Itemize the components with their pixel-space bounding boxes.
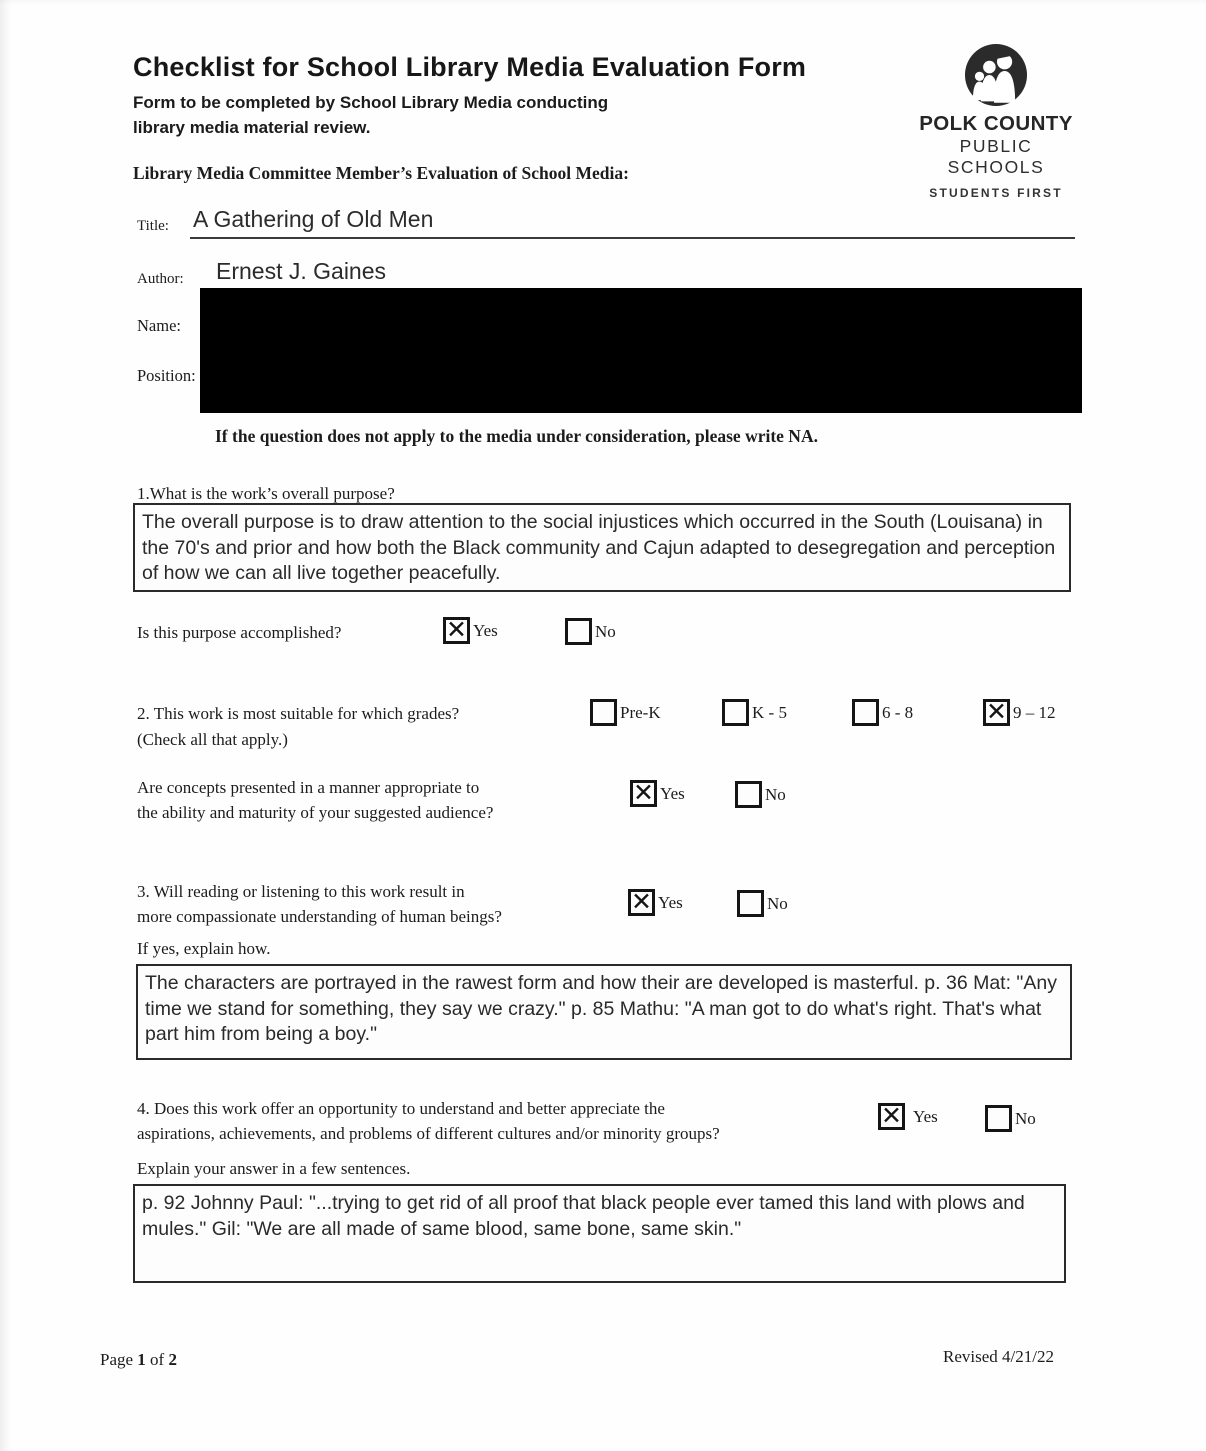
q2-no-checkbox[interactable] — [735, 781, 762, 808]
q2-option-912[interactable] — [983, 699, 1056, 726]
footer-page-total: 2 — [168, 1350, 177, 1369]
logo-org-line2: PUBLIC SCHOOLS — [947, 136, 1045, 177]
q2-prek-checkmark — [591, 699, 616, 724]
q2-no-checkmark — [736, 781, 761, 806]
q2-912-checkbox[interactable] — [983, 699, 1010, 726]
q2-option-k5[interactable] — [722, 699, 787, 726]
logo-tagline: STUDENTS FIRST — [929, 186, 1063, 200]
page-title: Checklist for School Library Media Evaluation Form — [133, 52, 807, 82]
q3-no-checkbox[interactable] — [737, 890, 764, 917]
form-subtitle-line2: library media material review. — [133, 118, 371, 137]
q2-912-label: 9 – 12 — [1013, 702, 1056, 722]
footer-of-word: of — [150, 1350, 165, 1369]
q1-no-label: No — [595, 621, 616, 641]
q2-68-checkbox[interactable] — [852, 699, 879, 726]
q2-no-option[interactable] — [735, 781, 786, 808]
author-field-label: Author: — [137, 271, 184, 287]
q1-no-option[interactable] — [565, 618, 616, 645]
title-field-value[interactable]: A Gathering of Old Men — [193, 206, 434, 232]
q2-yes-checkmark: ✕ — [633, 778, 654, 807]
page-number-footer — [100, 1350, 177, 1370]
q4-yes-checkbox[interactable] — [878, 1103, 905, 1130]
q3-yes-checkbox[interactable] — [628, 889, 655, 916]
q3-label-line2: more compassionate understanding of human beings? — [137, 907, 502, 926]
q2-912-checkmark: ✕ — [986, 697, 1007, 726]
q3-no-option[interactable] — [737, 890, 788, 917]
name-field-label: Name: — [137, 316, 181, 335]
q2-sub-line1: Are concepts presented in a manner appropriate to — [137, 778, 480, 797]
author-field-value[interactable]: Ernest J. Gaines — [216, 258, 387, 284]
q4-explain-prompt: Explain your answer in a few sentences. — [137, 1159, 411, 1178]
q4-yes-option[interactable] — [878, 1103, 938, 1130]
q4-no-option[interactable] — [985, 1105, 1036, 1132]
q3-no-label: No — [767, 893, 788, 913]
q3-no-checkmark — [738, 890, 763, 915]
q2-68-label: 6 - 8 — [882, 702, 914, 722]
q4-yes-checkmark: ✕ — [881, 1101, 902, 1130]
district-logo — [916, 42, 1076, 200]
q2-prek-label: Pre-K — [620, 702, 661, 722]
q3-answer-box[interactable] — [136, 964, 1072, 1060]
redaction-box — [200, 288, 1082, 413]
position-field-label: Position: — [137, 366, 196, 385]
q2-option-prek[interactable] — [590, 699, 661, 726]
q4-answer-text: p. 92 Johnny Paul: "...trying to get rid of all proof that black people ever tamed this land with plows and mules." Gil: "We are all made of same blood, same bone, same skin." — [142, 1192, 1025, 1240]
q2-k5-checkbox[interactable] — [722, 699, 749, 726]
title-field-label: Title: — [137, 218, 169, 234]
q1-yes-option[interactable] — [443, 617, 498, 644]
q2-68-checkmark — [853, 699, 878, 724]
q4-label-line1: 4. Does this work offer an opportunity to understand and better appreciate the — [137, 1099, 665, 1118]
students-logo-icon — [963, 42, 1029, 108]
na-instruction: If the question does not apply to the media under consideration, please write NA. — [215, 426, 818, 446]
q1-label: 1.What is the work’s overall purpose? — [137, 484, 395, 503]
q1-yes-label: Yes — [473, 620, 498, 640]
q1-yes-checkbox[interactable] — [443, 617, 470, 644]
q2-option-68[interactable] — [852, 699, 913, 726]
q2-no-label: No — [765, 784, 786, 804]
q3-yes-label: Yes — [658, 892, 683, 912]
q3-yes-option[interactable] — [628, 889, 683, 916]
q1-no-checkbox[interactable] — [565, 618, 592, 645]
title-underline — [190, 237, 1075, 239]
q4-answer-box[interactable] — [133, 1184, 1066, 1283]
revision-date: Revised 4/21/22 — [943, 1347, 1054, 1366]
q2-prek-checkbox[interactable] — [590, 699, 617, 726]
q3-yes-checkmark: ✕ — [631, 887, 652, 916]
q2-yes-option[interactable] — [630, 780, 685, 807]
q3-explain-prompt: If yes, explain how. — [137, 939, 271, 958]
footer-page-word: Page — [100, 1350, 134, 1369]
q4-label-line2: aspirations, achievements, and problems of different cultures and/or minority groups? — [137, 1124, 720, 1143]
q1-followup-label: Is this purpose accomplished? — [137, 623, 342, 642]
q3-label-line1: 3. Will reading or listening to this work result in — [137, 882, 465, 901]
form-subtitle-line1: Form to be completed by School Library Media conducting — [133, 93, 609, 112]
q2-label-line1: 2. This work is most suitable for which grades? — [137, 704, 460, 723]
q2-sub-line2: the ability and maturity of your suggested audience? — [137, 803, 494, 822]
q1-answer-box[interactable] — [133, 503, 1071, 592]
q4-no-checkmark — [986, 1105, 1011, 1130]
q2-yes-label: Yes — [660, 783, 685, 803]
q2-yes-checkbox[interactable] — [630, 780, 657, 807]
footer-page-number: 1 — [137, 1350, 146, 1369]
q4-no-checkbox[interactable] — [985, 1105, 1012, 1132]
q4-no-label: No — [1015, 1108, 1036, 1128]
q1-answer-text: The overall purpose is to draw attention to the social injustices which occurred in the South (Louisana) in the 70's and prior and how both the Black community and Cajun adapted to desegregation and perception of how we can all live together peacefully. — [142, 511, 1056, 584]
q2-k5-label: K - 5 — [752, 702, 787, 722]
section-heading: Library Media Committee Member’s Evaluation of School Media: — [133, 163, 629, 183]
q3-answer-text: The characters are portrayed in the rawest form and how their are developed is masterful. p. 36 Mat: "Any time we stand for something, they say we crazy." p. 85 Mathu: "A man got to do what's right. That's what part him from being a boy." — [145, 972, 1057, 1045]
q1-no-checkmark — [566, 618, 591, 643]
q2-label-line2: (Check all that apply.) — [137, 730, 288, 749]
q2-k5-checkmark — [723, 699, 748, 724]
q4-yes-label: Yes — [913, 1106, 938, 1126]
q1-yes-checkmark: ✕ — [446, 615, 467, 644]
logo-org-line1: POLK COUNTY — [919, 112, 1073, 135]
